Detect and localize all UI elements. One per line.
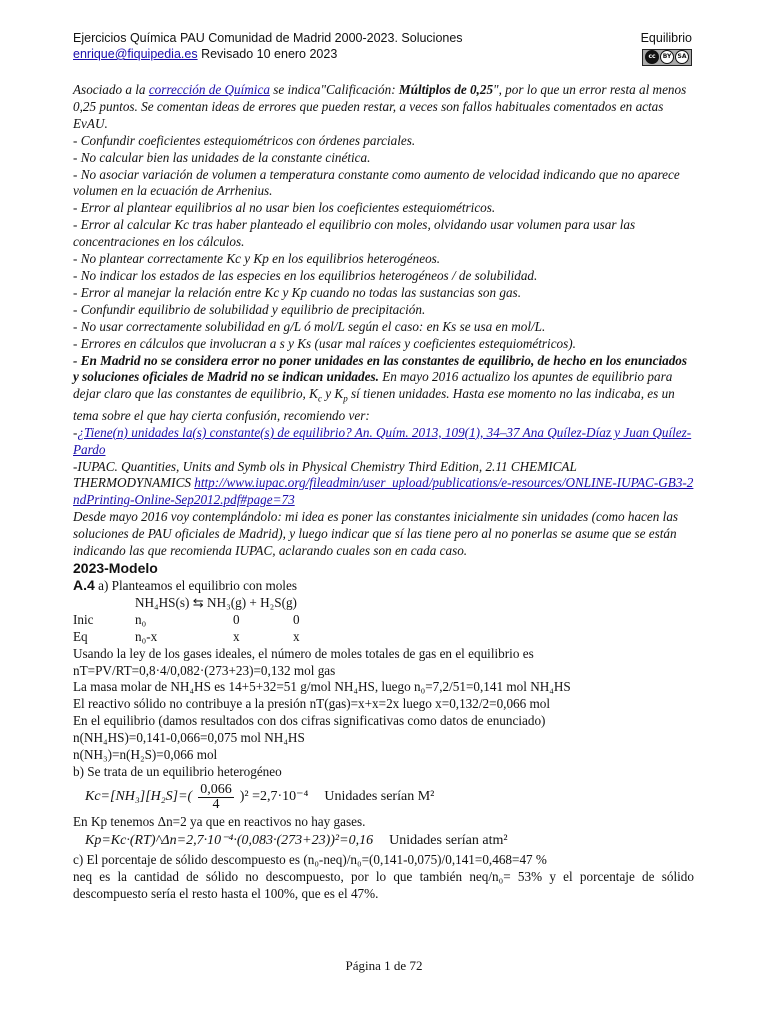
document-title: Ejercicios Química PAU Comunidad de Madrid 2000-2023. Soluciones (73, 31, 463, 45)
topic-label: Equilibrio (640, 31, 692, 45)
madrid-note (73, 353, 694, 425)
solution-line: La masa molar de NH₄HS es 14+5+32=51 g/mol NH₄HS, luego n₀=7,2/51=0,141 mol NH₄HS (73, 679, 571, 695)
madrid-note-text: En mayo 2016 actualizo los apuntes de equilibrio para dejar claro que las constantes de equilibrio, (73, 369, 673, 402)
error-item: - Error al calcular Kc tras haber planteado el equilibrio con moles, olvidando usar volumen para usar las concentraciones en los cálculos. (73, 217, 636, 250)
question-a-text: a) Planteamos el equilibrio con moles (94, 578, 297, 594)
table-cell: 0 (293, 611, 300, 627)
error-item: - Error al manejar la relación entre Kc y Kp cuando no todas las sustancias son gas. (73, 284, 521, 300)
by-icon: BY (660, 50, 674, 64)
fraction-numerator: 0,066 (200, 781, 232, 797)
error-item: - No plantear correctamente Kc y Kp en los equilibrios heterogéneos. (73, 251, 441, 267)
intro-bold: Múltiplos de 0,25 (398, 82, 494, 97)
error-item: - Errores en cálculos que involucran a s y Ks (usar mal raíces y coeficientes estequiométricos). (73, 335, 576, 351)
solution-line: En el equilibrio (damos resultados con dos cifras significativas como datos de enunciado) (73, 713, 546, 729)
madrid-note-bold: - En Madrid no se considera error no poner unidades en las constantes de equilibrio, de hecho en los enunciados y soluciones oficiales de Madrid no se indican unidades. (73, 352, 688, 385)
error-item: - No asociar variación de volumen a temperatura constante como aumento de velocidad indicando que no aparece volumen en la ecuación de Arrhenius. (73, 166, 680, 199)
table-cell: n₀-x (135, 628, 158, 644)
solution-line: n(NH₃)=n(H₂S)=0,066 mol (73, 747, 218, 763)
author-email-link[interactable]: enrique@fiquipedia.es (73, 47, 198, 61)
kc-formula (73, 783, 694, 812)
question-label: A.4 (73, 577, 95, 594)
error-item: - Confundir equilibrio de solubilidad y equilibrio de precipitación. (73, 301, 426, 317)
question-c-line: c) El porcentaje de sólido descompuesto es (n₀-neq)/n₀=(0,141-0,075)/0,141=0,468=47 % (73, 851, 547, 867)
kp-intro: En Kp tenemos Δn=2 ya que en reactivos no hay gases. (73, 813, 366, 829)
kp-formula (73, 833, 694, 850)
fraction-denominator: 4 (212, 796, 220, 812)
madrid-note-text: y (321, 386, 335, 402)
solution-line: Usando la ley de los gases ideales, el número de moles totales de gas en el equilibrio es (73, 645, 534, 661)
intro-text: Asociado a la (73, 82, 149, 97)
kc-formula-lhs: Kc=[NH₃][H₂S]=( (85, 788, 193, 804)
kc-units: Unidades serían M² (324, 788, 435, 804)
intro-text: ", por lo que un error resta al menos 0,25 puntos. Se comentan ideas de errores que pueden restar, a veces son fallos habituales comentados en actas EvAU. (73, 82, 687, 131)
sa-icon: SA (675, 50, 689, 64)
table-cell: x (293, 628, 300, 644)
reference-2 (73, 459, 694, 510)
section-title: 2023-Modelo (73, 560, 158, 577)
cc-icon: cc (645, 50, 659, 64)
question-a-intro (73, 577, 694, 595)
question-b-intro: b) Se trata de un equilibrio heterogéneo (73, 763, 282, 779)
table-cell: n₀ (135, 611, 147, 627)
kc-formula-rhs: )² =2,7·10⁻⁴ (239, 788, 309, 804)
error-list (73, 133, 694, 353)
page-header (73, 30, 463, 62)
closing-paragraph: Desde mayo 2016 voy contemplándolo: mi idea es poner las constantes inicialmente sin unidades (como hacen las soluciones de PAU oficiales de Madrid), y luego indicar que sí las tiene pero al no ponerlas se asume que se están indicando las que recomienda IUPAC, aclarando cuales son en cada caso. (73, 509, 679, 559)
header-right (641, 30, 692, 66)
reference-1 (73, 425, 694, 459)
reaction-equation: NH₄HS(s) ⇆ NH₃(g) + H₂S(g) (135, 594, 297, 610)
solution-line: nT=PV/RT=0,8·4/0,082·(273+23)=0,132 mol gas (73, 662, 336, 678)
intro-paragraph (73, 82, 694, 133)
reference-2-text: -IUPAC. Quantities, Units and Symb ols in Physical Chemistry Third Edition, 2.11 CHEMICAL THERMODYNAMICS (73, 458, 577, 491)
equilibrium-table (73, 612, 694, 646)
kp-formula-text: Kp=Kc·(RT)^Δn=2,7·10⁻⁴·(0,083·(273+23))²=0,16 (85, 832, 374, 848)
document-body (73, 82, 694, 902)
cc-license-badge[interactable] (642, 49, 692, 66)
error-item: - No indicar los estados de las especies en los equilibrios heterogéneos / de solubilidad. (73, 267, 538, 283)
kc-symbol: $K_c$ (309, 386, 322, 404)
madrid-note-text: sí tienen unidades. Hasta ese momento no las indicaba, es un tema sobre el que hay cierta confusión, recomiendo ver: (73, 386, 675, 423)
table-cell: Inic (73, 611, 94, 627)
error-item: - No usar correctamente solubilidad en g/L ó mol/L según el caso: en Ks se usa en mol/L. (73, 318, 546, 334)
table-cell: 0 (233, 611, 240, 627)
page-number: Página 1 de 72 (345, 958, 423, 973)
error-item: - No calcular bien las unidades de la constante cinética. (73, 149, 371, 165)
error-item: - Error al plantear equilibrios al no usar bien los coeficientes estequiométricos. (73, 200, 496, 216)
kp-symbol: $K_p$ (334, 386, 348, 404)
kc-fraction (198, 783, 234, 812)
reference-dash: - (73, 424, 78, 440)
correction-link[interactable]: corrección de Química (148, 82, 270, 97)
revision-date: Revisado 10 enero 2023 (201, 47, 338, 61)
table-cell: Eq (73, 628, 88, 644)
question-c-line: neq es la cantidad de sólido no descompuesto, por lo que también neq/n₀= 53% y el porcentaje de sólido descompuesto sería el resto hasta el 100%, que es el 47%. (73, 868, 694, 901)
reference-1-link[interactable]: ¿Tiene(n) unidades la(s) constante(s) de equilibrio? An. Quím. 2013, 109(1), 34–37 Ana Quílez-Díaz y Juan Quílez-Pardo (73, 424, 692, 457)
solution-line: n(NH₄HS)=0,141-0,066=0,075 mol NH₄HS (73, 730, 305, 746)
solution-line: El reactivo sólido no contribuye a la presión nT(gas)=x+x=2x luego x=0,132/2=0,066 mol (73, 696, 551, 712)
intro-text: se indica"Calificación: (269, 82, 399, 97)
iupac-link[interactable]: http://www.iupac.org/fileadmin/user_upload/publications/e-resources/ONLINE-IUPAC-GB3-2ndPrinting-Online-Sep2012.pdf#page=73 (73, 475, 694, 508)
table-cell: x (233, 628, 240, 644)
error-item: - Confundir coeficientes estequiométricos con órdenes parciales. (73, 132, 416, 148)
kp-units: Unidades serían atm² (389, 832, 508, 848)
